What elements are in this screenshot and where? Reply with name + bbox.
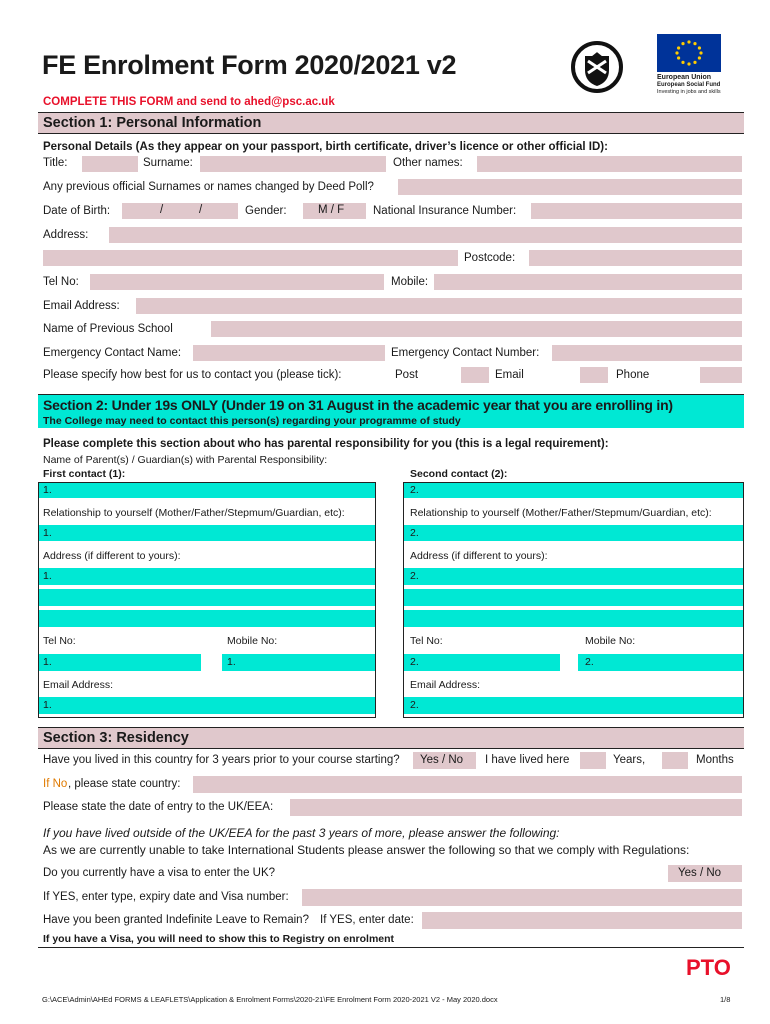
second-contact-address-field-3[interactable] [404, 610, 743, 627]
tel-field[interactable] [90, 274, 384, 290]
surname-field[interactable] [200, 156, 386, 172]
email-field[interactable] [136, 298, 742, 314]
outside-uk-note: If you have lived outside of the UK/EEA for the past 3 years of more, please answer the following: [43, 826, 560, 840]
second-contact-tel-number: 2. [410, 656, 419, 668]
section-1-title: Section 1: Personal Information [43, 115, 262, 131]
other-names-field[interactable] [477, 156, 742, 172]
second-contact-name-field[interactable] [404, 483, 743, 498]
dob-separator-2: / [199, 204, 203, 216]
section-3-header [38, 727, 744, 749]
emergency-number-label: Emergency Contact Number: [391, 347, 540, 359]
mobile-label: Mobile: [391, 276, 429, 288]
postcode-field[interactable] [529, 250, 742, 266]
if-no-label: If No [43, 778, 68, 790]
previous-school-label: Name of Previous School [43, 323, 173, 335]
contact-phone-label: Phone [616, 369, 650, 381]
first-contact-mobile-label: Mobile No: [227, 635, 278, 647]
section-1-header [38, 112, 744, 134]
second-contact-mobile-label: Mobile No: [585, 635, 636, 647]
international-students-note: As we are currently unable to take International Students please answer the following so that we comply with Regulations: [43, 843, 690, 857]
first-contact-address-label: Address (if different to yours): [43, 550, 181, 562]
eu-flag-logo [657, 34, 721, 72]
section-2-subtitle: The College may need to contact this person(s) regarding your programme of study [43, 415, 461, 427]
emergency-name-field[interactable] [193, 345, 385, 361]
first-contact-email-number: 1. [43, 699, 52, 711]
visa-question: Do you currently have a visa to enter the UK? [43, 867, 276, 879]
personal-details-subtitle: Personal Details (As they appear on your passport, birth certificate, driver’s licence or other official ID): [43, 141, 608, 153]
other-names-label: Other names: [393, 157, 463, 169]
first-contact-mobile-number: 1. [227, 656, 236, 668]
date-of-entry-label: Please state the date of entry to the UK/EEA: [43, 801, 274, 813]
contact-email-checkbox[interactable] [580, 367, 608, 383]
second-contact-email-number: 2. [410, 699, 419, 711]
first-contact-tel-label: Tel No: [43, 635, 76, 647]
section-3-title: Section 3: Residency [43, 730, 189, 746]
previous-school-field[interactable] [211, 321, 742, 337]
second-contact-tel-field[interactable] [404, 654, 560, 671]
ilr-question: Have you been granted Indefinite Leave to Remain? [43, 914, 309, 926]
section-3-bottom-rule [38, 947, 744, 948]
date-of-entry-field[interactable] [290, 799, 742, 816]
first-contact-mobile-field[interactable] [222, 654, 375, 671]
second-contact-address-field-2[interactable] [404, 589, 743, 606]
eu-logo-text-2: European Social Fund [657, 82, 721, 88]
gender-label: Gender: [245, 205, 287, 217]
first-contact-address-number: 1. [43, 570, 52, 582]
visa-registry-note: If you have a Visa, you will need to show this to Registry on enrolment [43, 933, 395, 945]
tel-label: Tel No: [43, 276, 79, 288]
first-contact-tel-field[interactable] [39, 654, 201, 671]
form-instruction: COMPLETE THIS FORM and send to ahed@psc.ac.uk [43, 96, 335, 108]
emergency-number-field[interactable] [552, 345, 742, 361]
second-contact-relationship-label: Relationship to yourself (Mother/Father/Stepmum/Guardian, etc): [410, 507, 712, 519]
title-field[interactable] [82, 156, 138, 172]
dob-field[interactable] [122, 203, 238, 219]
state-country-label: , please state country: [68, 778, 181, 790]
second-contact-relationship-number: 2. [410, 527, 419, 539]
second-contact-address-number: 2. [410, 570, 419, 582]
ni-number-label: National Insurance Number: [373, 205, 517, 217]
visa-details-field[interactable] [302, 889, 742, 906]
emergency-name-label: Emergency Contact Name: [43, 347, 182, 359]
contact-post-checkbox[interactable] [461, 367, 489, 383]
first-contact-relationship-number: 1. [43, 527, 52, 539]
first-contact-address-field-2[interactable] [39, 589, 375, 606]
country-field[interactable] [193, 776, 742, 793]
second-contact-heading: Second contact (2): [410, 468, 508, 480]
previous-names-label: Any previous official Surnames or names changed by Deed Poll? [43, 181, 374, 193]
second-contact-mobile-field[interactable] [578, 654, 743, 671]
lived-here-label: I have lived here [485, 754, 570, 766]
first-contact-tel-number: 1. [43, 656, 52, 668]
first-contact-email-field[interactable] [39, 697, 375, 714]
pto-label: PTO [686, 955, 731, 980]
visa-details-label: If YES, enter type, expiry date and Visa number: [43, 891, 289, 903]
second-contact-name-number: 2. [410, 484, 419, 496]
address-field-line-1[interactable] [109, 227, 742, 243]
ni-number-field[interactable] [531, 203, 742, 219]
second-contact-address-field-1[interactable] [404, 568, 743, 585]
eu-logo-text-3: Investing in jobs and skills [657, 89, 721, 95]
second-contact-mobile-number: 2. [585, 656, 594, 668]
ilr-date-field[interactable] [422, 912, 742, 929]
second-contact-email-field[interactable] [404, 697, 743, 714]
email-label: Email Address: [43, 300, 120, 312]
first-contact-name-field[interactable] [39, 483, 375, 498]
contact-phone-checkbox[interactable] [700, 367, 742, 383]
mobile-field[interactable] [434, 274, 742, 290]
years-field[interactable] [580, 752, 606, 769]
second-contact-email-label: Email Address: [410, 679, 481, 691]
months-field[interactable] [662, 752, 688, 769]
title-label: Title: [43, 157, 68, 169]
eu-logo-text-1: European Union [657, 74, 712, 81]
previous-names-field[interactable] [398, 179, 742, 195]
contact-email-label: Email [495, 369, 524, 381]
first-contact-address-field-3[interactable] [39, 610, 375, 627]
second-contact-relationship-field[interactable] [404, 525, 743, 541]
ilr-if-yes-label: If YES, enter date: [320, 914, 414, 926]
footer-page-number: 1/8 [720, 995, 731, 1004]
second-contact-address-label: Address (if different to yours): [410, 550, 548, 562]
postcode-label: Postcode: [464, 252, 516, 264]
section-2-title: Section 2: Under 19s ONLY (Under 19 on 31 August in the academic year that you are enrolling in) [43, 397, 673, 413]
first-contact-name-number: 1. [43, 484, 52, 496]
college-crest-logo [570, 40, 624, 94]
first-contact-email-label: Email Address: [43, 679, 114, 691]
first-contact-relationship-label: Relationship to yourself (Mother/Father/Stepmum/Guardian, etc): [43, 507, 345, 519]
footer-file-path: G:\ACE\Admin\AHEd FORMS & LEAFLETS\Application & Enrolment Forms\2020-21\FE Enrolment Form 2020-2021 V2 - May 2020.docx [42, 995, 498, 1004]
address-label: Address: [43, 229, 89, 241]
months-label: Months [696, 754, 734, 766]
page-title: FE Enrolment Form 2020/2021 v2 [42, 50, 457, 80]
first-contact-heading: First contact (1): [43, 468, 126, 480]
first-contact-relationship-field[interactable] [39, 525, 375, 541]
lived-in-country-yes-no: Yes / No [420, 754, 464, 766]
gender-options: M / F [318, 204, 345, 216]
years-label: Years, [613, 754, 646, 766]
lived-in-country-question: Have you lived in this country for 3 years prior to your course starting? [43, 754, 400, 766]
dob-label: Date of Birth: [43, 205, 111, 217]
contact-post-label: Post [395, 369, 419, 381]
dob-separator-1: / [160, 204, 164, 216]
address-field-line-2[interactable] [43, 250, 458, 266]
first-contact-address-field-1[interactable] [39, 568, 375, 585]
contact-preference-label: Please specify how best for us to contact you (please tick): [43, 369, 342, 381]
surname-label: Surname: [143, 157, 193, 169]
visa-yes-no: Yes / No [678, 867, 722, 879]
parental-responsibility-instruction: Please complete this section about who has parental responsibility for you (this is a legal requirement): [43, 438, 609, 450]
second-contact-tel-label: Tel No: [410, 635, 443, 647]
guardian-names-label: Name of Parent(s) / Guardian(s) with Parental Responsibility: [43, 454, 328, 466]
